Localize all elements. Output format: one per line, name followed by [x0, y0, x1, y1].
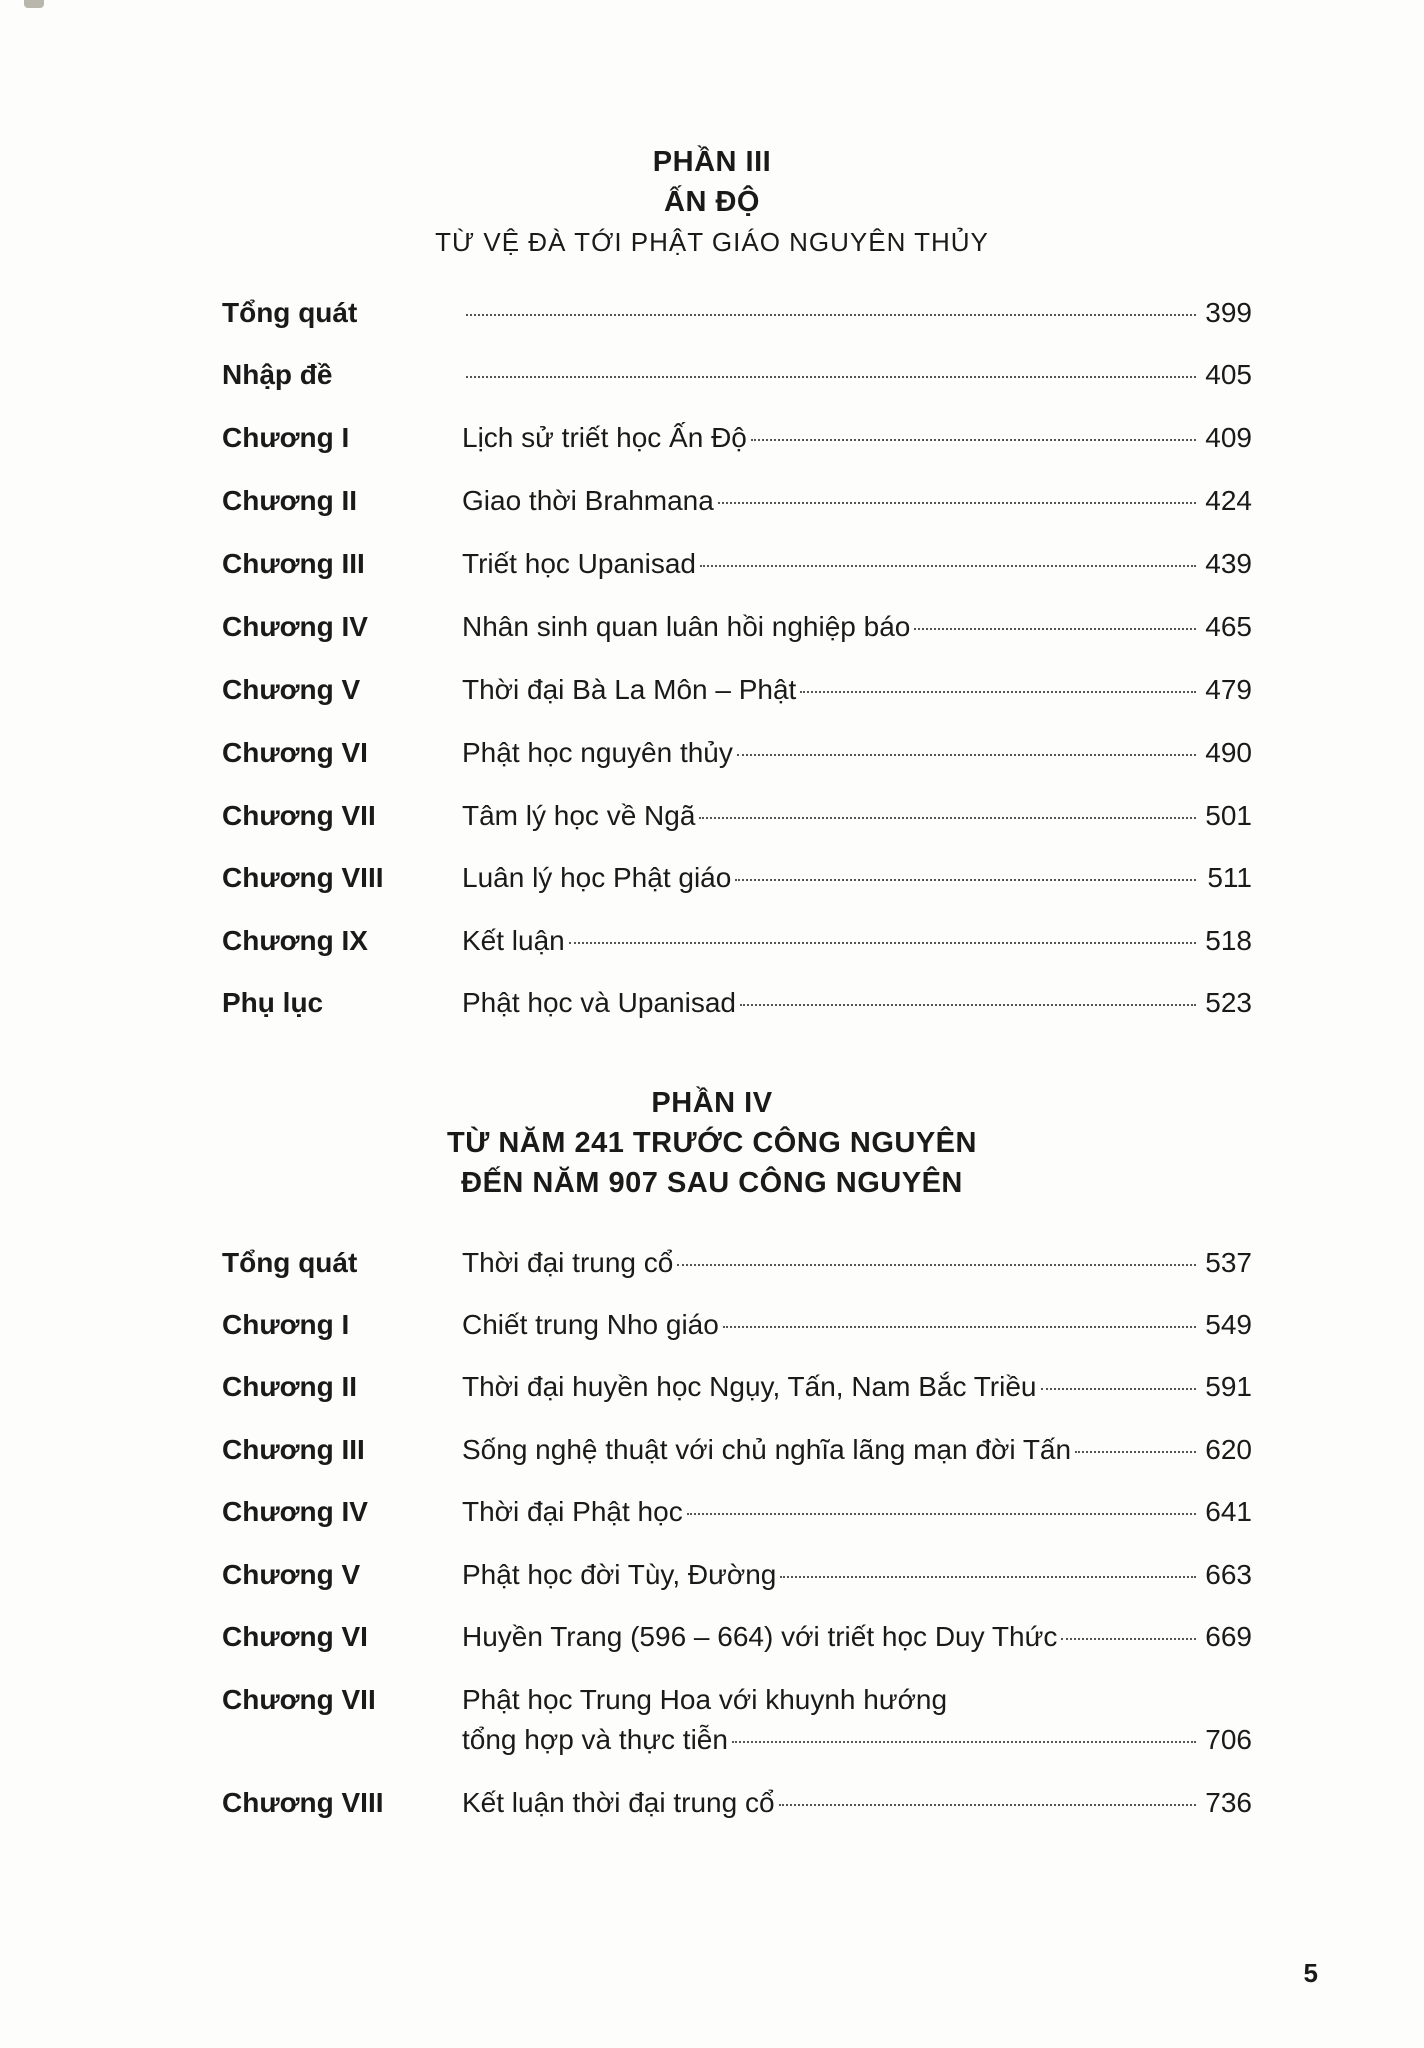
- scan-corner-mark: [24, 0, 44, 8]
- part3-label: PHẦN III: [652, 146, 772, 178]
- toc-entry-title: Phật học đời Tùy, Đường: [462, 1559, 777, 1590]
- toc-entry-title: Thời đại Bà La Môn – Phật: [462, 674, 797, 705]
- toc-entry-label: Chương I: [222, 1309, 350, 1340]
- toc-entry-label: Chương III: [222, 548, 365, 579]
- toc-entry-label: Chương VII: [222, 800, 376, 831]
- leader-dots: [700, 565, 1196, 567]
- toc-entry-title: Thời đại Phật học: [462, 1496, 683, 1527]
- toc-entry[interactable]: [0, 1243, 1424, 1283]
- toc-entry-page: 549: [1205, 1309, 1252, 1340]
- part3-subtitle: TỪ VỆ ĐÀ TỚI PHẬT GIÁO NGUYÊN THỦY: [435, 227, 989, 257]
- toc-entry-label: Tổng quát: [222, 297, 358, 328]
- part4-heading: [0, 1083, 1424, 1203]
- toc-entry[interactable]: [0, 544, 1424, 584]
- toc-entry-page: 641: [1205, 1496, 1252, 1527]
- leader-dots: [732, 1741, 1196, 1743]
- toc-entry-label: Tổng quát: [222, 1247, 358, 1278]
- toc-entry[interactable]: [0, 858, 1424, 898]
- toc-entry[interactable]: [0, 1555, 1424, 1595]
- toc-entry[interactable]: [0, 670, 1424, 710]
- leader-dots: [751, 439, 1196, 441]
- toc-entry-title: Kết luận: [462, 925, 565, 956]
- toc-entry-page: 736: [1205, 1787, 1252, 1818]
- toc-entry-page: 511: [1207, 862, 1252, 893]
- toc-entry[interactable]: [0, 1367, 1424, 1407]
- part4-title-line2: ĐẾN NĂM 907 SAU CÔNG NGUYÊN: [461, 1167, 963, 1199]
- toc-entry-title: Sống nghệ thuật với chủ nghĩa lãng mạn đời Tấn: [462, 1434, 1072, 1465]
- toc-entry-label: Chương VI: [222, 737, 368, 768]
- toc-entry-label: Chương II: [222, 485, 358, 516]
- toc-entry-label: Chương VII: [222, 1684, 376, 1715]
- toc-entry[interactable]: [0, 921, 1424, 961]
- toc-entry[interactable]: [0, 418, 1424, 458]
- toc-entry-page: 424: [1205, 485, 1252, 516]
- toc-entry-label: Chương VIII: [222, 862, 384, 893]
- toc-entry-label: Phụ lục: [222, 987, 324, 1018]
- toc-entry[interactable]: [0, 1430, 1424, 1470]
- leader-dots: [677, 1264, 1196, 1266]
- toc-entry[interactable]: [0, 293, 1424, 333]
- leader-dots: [569, 942, 1196, 944]
- toc-entry[interactable]: [0, 796, 1424, 836]
- toc-entry-label: Chương IX: [222, 925, 368, 956]
- part4-label: PHẦN IV: [651, 1087, 773, 1119]
- toc-entry-page: 409: [1205, 422, 1252, 453]
- leader-dots: [779, 1804, 1196, 1806]
- leader-dots: [466, 314, 1196, 316]
- toc-entry[interactable]: [0, 607, 1424, 647]
- toc-entry[interactable]: [0, 733, 1424, 773]
- toc-entry-page: 501: [1205, 800, 1252, 831]
- toc-entry-page: 405: [1205, 359, 1252, 390]
- toc-entry-page: 465: [1205, 611, 1252, 642]
- page-number: 5: [1303, 1958, 1318, 1988]
- leader-dots: [1061, 1638, 1196, 1640]
- toc-entry-page: 537: [1205, 1247, 1252, 1278]
- toc-entry-page: 663: [1205, 1559, 1252, 1590]
- toc-entry-title: Chiết trung Nho giáo: [462, 1309, 719, 1340]
- toc-entry-title: Luân lý học Phật giáo: [462, 862, 732, 893]
- leader-dots: [800, 691, 1196, 693]
- toc-entry-page: 490: [1205, 737, 1252, 768]
- leader-dots: [687, 1513, 1196, 1515]
- toc-entry-label: Chương III: [222, 1434, 365, 1465]
- toc-entry[interactable]: [0, 481, 1424, 521]
- toc-entry[interactable]: [0, 983, 1424, 1023]
- toc-entry-title: Triết học Upanisad: [462, 548, 696, 579]
- toc-entry[interactable]: [0, 1783, 1424, 1823]
- leader-dots: [1075, 1451, 1196, 1453]
- leader-dots: [740, 1004, 1196, 1006]
- toc-entry-title: Tâm lý học về Ngã: [462, 800, 696, 831]
- toc-entry-title-line1: Phật học Trung Hoa với khuynh hướng: [462, 1684, 948, 1715]
- leader-dots: [737, 754, 1196, 756]
- toc-entry-title: tổng hợp và thực tiễn: [462, 1724, 728, 1755]
- toc-entry[interactable]: [0, 1680, 1424, 1760]
- toc-entry-title: Thời đại trung cổ: [462, 1247, 674, 1278]
- toc-entry-title: Giao thời Brahmana: [462, 485, 714, 516]
- part3-heading: [0, 142, 1424, 262]
- toc-entry[interactable]: [0, 1492, 1424, 1532]
- toc-entry-page: 706: [1205, 1724, 1252, 1755]
- leader-dots: [1041, 1388, 1197, 1390]
- toc-entry[interactable]: [0, 1305, 1424, 1345]
- toc-entry-page: 439: [1205, 548, 1252, 579]
- leader-dots: [699, 817, 1196, 819]
- toc-entry[interactable]: [0, 355, 1424, 395]
- toc-entry-label: Chương I: [222, 422, 350, 453]
- toc-entry-title: Phật học và Upanisad: [462, 987, 736, 1018]
- toc-entry-title: Kết luận thời đại trung cổ: [462, 1787, 775, 1818]
- toc-entry-page: 669: [1205, 1621, 1252, 1652]
- toc-entry-title: Lịch sử triết học Ấn Độ: [462, 422, 747, 453]
- toc-entry-label: Chương VI: [222, 1621, 368, 1652]
- toc-entry-label: Chương IV: [222, 1496, 368, 1527]
- toc-entry-label: Chương V: [222, 1559, 361, 1590]
- toc-entry-page: 518: [1205, 925, 1252, 956]
- toc-entry-page: 591: [1205, 1371, 1252, 1402]
- part3-title: ẤN ĐỘ: [664, 186, 760, 218]
- leader-dots: [466, 376, 1196, 378]
- toc-entry-title: Nhân sinh quan luân hồi nghiệp báo: [462, 611, 911, 642]
- toc-entry-label: Chương II: [222, 1371, 358, 1402]
- leader-dots: [914, 628, 1196, 630]
- leader-dots: [718, 502, 1196, 504]
- leader-dots: [735, 879, 1196, 881]
- toc-entry-page: 620: [1205, 1434, 1252, 1465]
- toc-entry-page: 523: [1205, 987, 1252, 1018]
- toc-entry-title: Phật học nguyên thủy: [462, 737, 733, 768]
- toc-entry[interactable]: [0, 1617, 1424, 1657]
- toc-entry-title: Thời đại huyền học Ngụy, Tấn, Nam Bắc Triều: [462, 1371, 1037, 1402]
- toc-entry-page: 399: [1205, 297, 1252, 328]
- toc-entry-label: Chương V: [222, 674, 361, 705]
- leader-dots: [723, 1326, 1196, 1328]
- toc-entry-label: Chương IV: [222, 611, 368, 642]
- toc-entry-label: Nhập đề: [222, 359, 333, 390]
- part4-title-line1: TỪ NĂM 241 TRƯỚC CÔNG NGUYÊN: [447, 1127, 977, 1159]
- toc-entry-label: Chương VIII: [222, 1787, 384, 1818]
- toc-entry-page: 479: [1205, 674, 1252, 705]
- toc-entry-title: Huyền Trang (596 – 664) với triết học Duy Thức: [462, 1621, 1058, 1652]
- leader-dots: [780, 1576, 1196, 1578]
